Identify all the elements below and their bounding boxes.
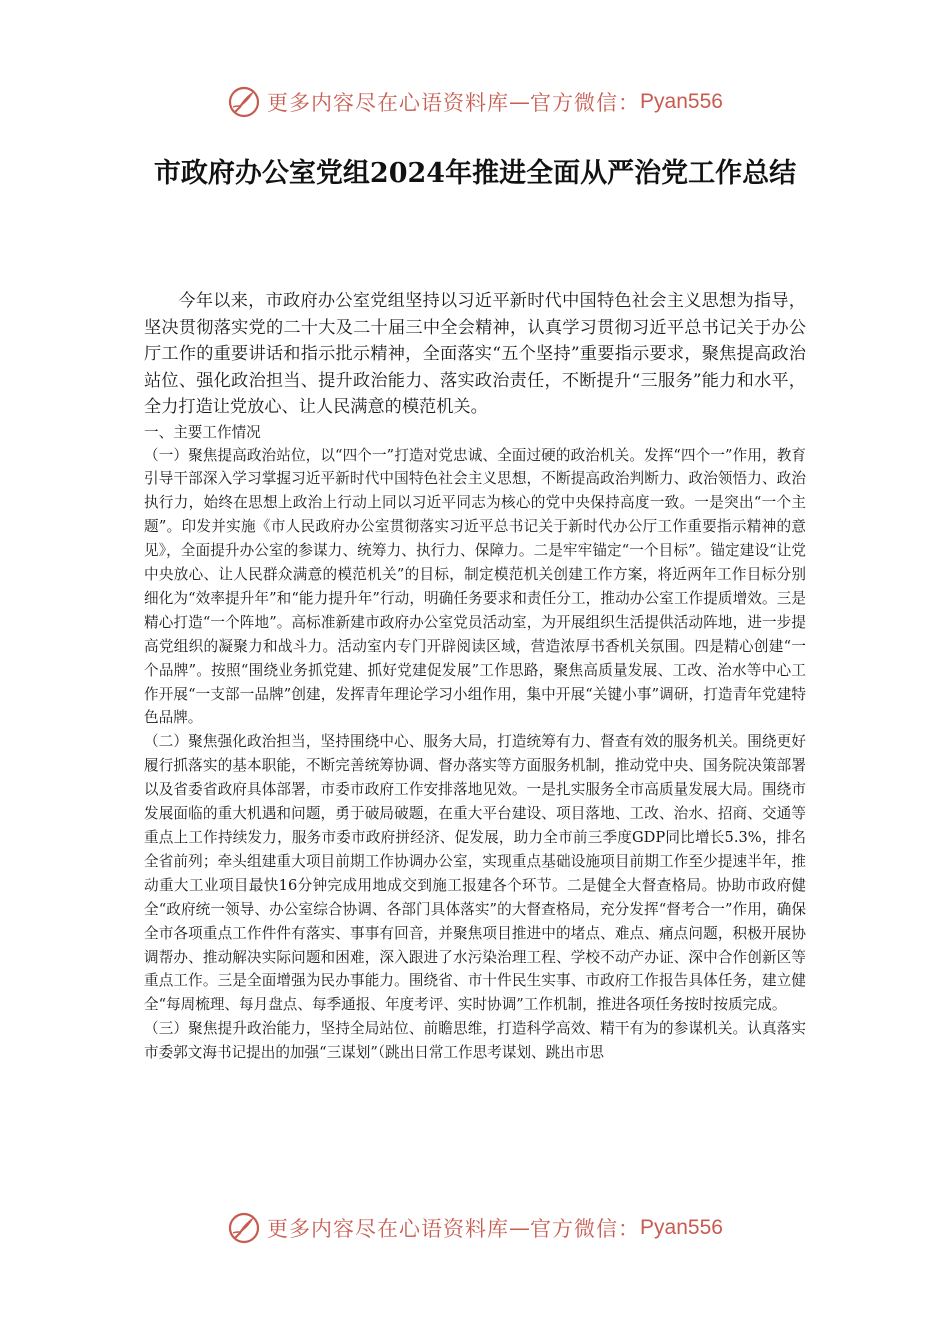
watermark-banner-top [0, 82, 950, 122]
banner-wechat-id: Pyan556 [640, 1216, 723, 1239]
section-heading: 一、主要工作情况 [144, 423, 261, 441]
banner-separator: — [509, 1216, 531, 1240]
banner-text: 更多内容尽在心语资料库 [267, 1217, 510, 1241]
paragraph-2: （二）聚焦强化政治担当，坚持围绕中心、服务大局，打造统筹有力、督查有效的服务机关。围绕更好履行抓落实的基本职能，不断完善统筹协调、督办落实等方面服务机制，推动党中央、国务院决策部署以及省委省政府具体部署，市委市政府工作安排落地见效。一是扎实服务全市高质量发展大局。围绕市发展面临的重大机遇和问题，勇于破局破题，在重大平台建设、项目落地、工改、治水、招商、交通等重点上工作持续发力，服务市委市政府拼经济、促发展，助力全市前三季度GDP同比增长5.3%，排名全省前列；牵头组建重大项目前期工作协调办公室，实现重点基础设施项目前期工作至少提速半年，推动重大工业项目最快16分钟完成用地成交到施工报建各个环节。二是健全大督查格局。协助市政府健全“政府统一领导、办公室综合协调、各部门具体落实”的大督查格局，充分发挥“督考合一”作用，确保全市各项重点工作件件有落实、事事有回音，并聚焦项目推进中的堵点、难点、痛点问题，积极开展协调帮办、推动解决实际问题和困难，深入跟进了水污染治理工程、学校不动产办证、深中合作创新区等重点工作。三是全面增强为民办事能力。围绕省、市十件民生实事、市政府工作报告具体任务，建立健全“每周梳理、每月盘点、每季通报、年度考评、实时协调”工作机制，推进各项任务按时按质完成。 [144, 733, 806, 1014]
paragraph-1: （一）聚焦提高政治站位，以“四个一”打造对党忠诚、全面过硬的政治机关。发挥“四个一”作用，教育引导干部深入学习掌握习近平新时代中国特色社会主义思想，不断提高政治判断力、政治领悟力、政治执行力，始终在思想上政治上行动上同以习近平同志为核心的党中央保持高度一致。一是突出“一个主题”。印发并实施《市人民政府办公室贯彻落实习近平总书记关于新时代办公厅工作重要指示精神的意见》，全面提升办公室的参谋力、统筹力、执行力、保障力。二是牢牢锚定“一个目标”。锚定建设“让党中央放心、让人民群众满意的模范机关”的目标，制定模范机关创建工作方案，将近两年工作目标分别细化为“效率提升年”和“能力提升年”行动，明确任务要求和责任分工，推动办公室工作提质增效。三是精心打造“一个阵地”。高标准新建市政府办公室党员活动室，为开展组织生活提供活动阵地，进一步提高党组织的凝聚力和战斗力。活动室内专门开辟阅读区域，营造浓厚书香机关氛围。四是精心创建“一个品牌”。按照“围绕业务抓党建、抓好党建促发展”工作思路，聚焦高质量发展、工改、治水等中心工作开展“一支部一品牌”创建，发挥青年理论学习小组作用，集中开展“关键小事”调研，打造青年党建特色品牌。 [144, 446, 806, 727]
banner-separator: — [509, 90, 531, 114]
feather-logo-icon [227, 1211, 261, 1245]
paragraph-3: （三）聚焦提升政治能力，坚持全局站位、前瞻思维，打造科学高效、精干有为的参谋机关。认真落实市委郭文海书记提出的加强“三谋划”（跳出日常工作思考谋划、跳出市思 [144, 1020, 806, 1062]
banner-wechat-label: 官方微信： [530, 91, 641, 115]
banner-wechat-id: Pyan556 [640, 90, 723, 113]
banner-text: 更多内容尽在心语资料库 [267, 91, 510, 115]
banner-wechat-label: 官方微信： [530, 1217, 641, 1241]
watermark-banner-bottom [0, 1208, 950, 1248]
document-title: 市政府办公室党组2024年推进全面从严治党工作总结 [153, 158, 797, 189]
document-body [144, 288, 806, 1065]
feather-logo-icon [227, 85, 261, 119]
intro-paragraph: 今年以来，市政府办公室党组坚持以习近平新时代中国特色社会主义思想为指导，坚决贯彻落实党的二十大及二十届三中全会精神，认真学习贯彻习近平总书记关于办公厅工作的重要讲话和指示批示精神，全面落实“五个坚持”重要指示要求，聚焦提高政治站位、强化政治担当、提升政治能力、落实政治责任，不断提升“三服务”能力和水平，全力打造让党放心、让人民满意的模范机关。 [144, 291, 806, 417]
